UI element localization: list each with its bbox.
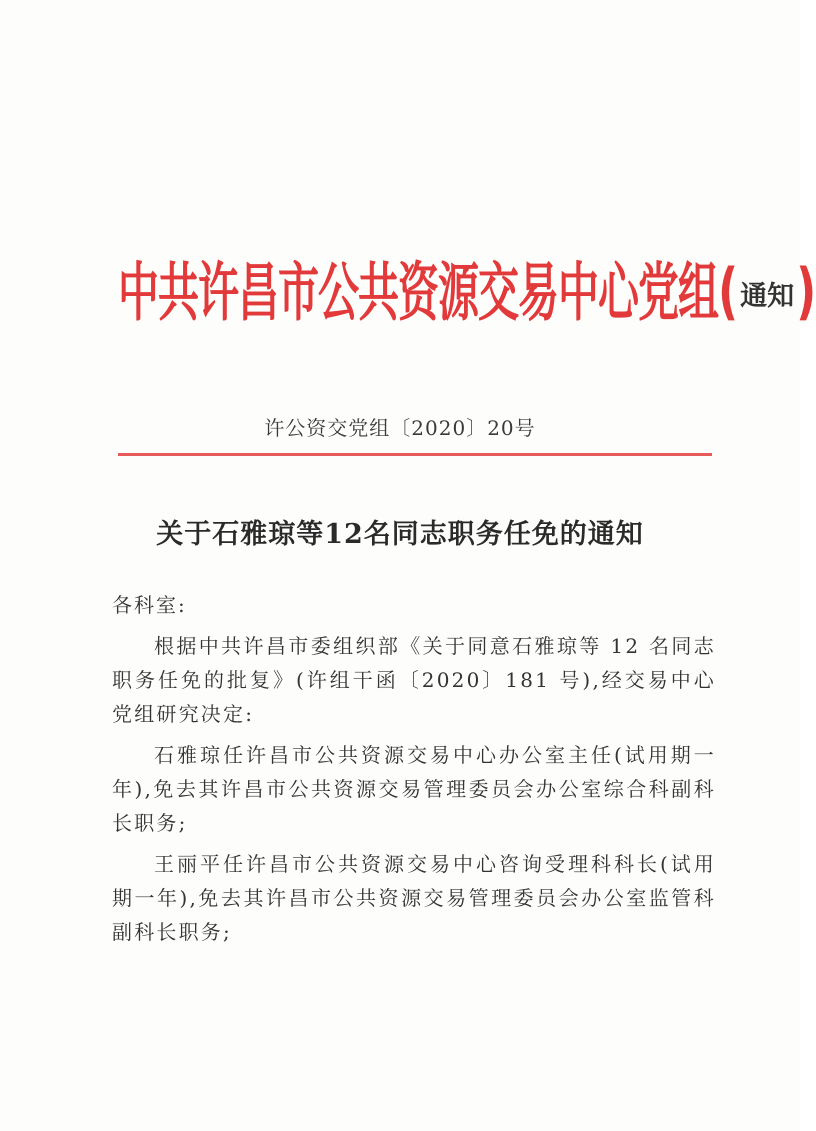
document-number: 许公资交党组〔2020〕20号 — [264, 416, 536, 440]
salutation: 各科室: — [112, 593, 187, 617]
header-paren-close: ) — [796, 256, 816, 328]
body-paragraph: 石雅琼任许昌市公共资源交易中心办公室主任(试用期一年),免去其许昌市公共资源交易管理委员会办公室综合科副科长职务; — [112, 743, 716, 835]
body-paragraph: 根据中共许昌市委组织部《关于同意石雅琼等 12 名同志职务任免的批复》(许组干函〔2020〕181 号),经交易中心党组研究决定: — [112, 634, 716, 726]
body-paragraph: 王丽平任许昌市公共资源交易中心咨询受理科科长(试用期一年),免去其许昌市公共资源交易管理委员会办公室监管科副科长职务; — [112, 852, 716, 944]
document-body — [112, 588, 716, 956]
red-divider-line — [118, 453, 712, 456]
header-paren-open: ( — [718, 256, 739, 328]
issuing-organization: 中共许昌市公共资源交易中心党组 — [118, 255, 718, 331]
document-title: 关于石雅琼等12名同志职务任免的通知 — [156, 519, 644, 550]
document-header — [118, 248, 816, 338]
document-type: 通知 — [740, 280, 795, 312]
